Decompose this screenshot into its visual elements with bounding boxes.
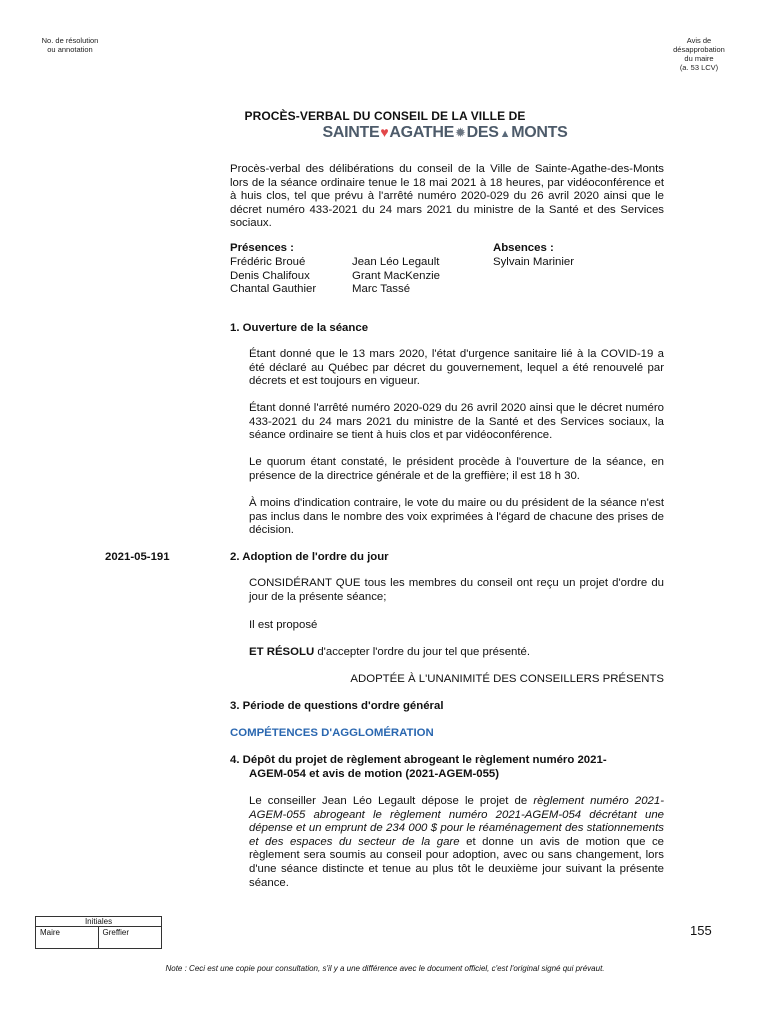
section-4-text-end: et donne un avis de motion que ce règlement sera soumis au conseil pour adoption, avec ou sans changement, lors d'une séance distincte et tenue au plus tôt le deuxième jour suivant la présente séance. [249, 835, 664, 889]
agglomeration-heading: COMPÉTENCES D'AGGLOMÉRATION [230, 727, 434, 739]
presences-column-1 [230, 256, 316, 297]
section-2-heading: 2. Adoption de l'ordre du jour [230, 551, 389, 563]
bylaw-title: règlement numéro 2021-AGEM-055 abrogeant le règlement numéro 2021-AGEM-054 décrétant une dépense et un emprunt de 234 000 $ pour le réaménagement des stationnements et des espaces du secteur de la gare [249, 795, 664, 848]
resolved-text: d'accepter l'ordre du jour tel que présenté. [314, 646, 531, 658]
initials-box [35, 916, 162, 949]
absences-label: Absences : [493, 242, 554, 254]
section-3-heading: 3. Période de questions d'ordre général [230, 700, 444, 712]
disapproval-margin-label: Avis de désapprobation du maire (a. 53 LCV) [673, 36, 725, 72]
logo-text-sainte: SAINTE [322, 124, 380, 141]
logo-text-agathe: AGATHE [389, 124, 454, 141]
attendee-name: Marc Tassé [352, 283, 411, 296]
section-1-paragraph-2: Étant donné l'arrêté numéro 2020-029 du 26 avril 2020 ainsi que le décret numéro 433-2021 du 24 mars 2021 du ministre de la Santé et des Services sociaux, la séance ordinaire se tient à huis clos et par vidéoconférence. [249, 402, 664, 442]
presences-column-2 [352, 256, 440, 297]
initials-label: Initiales [84, 917, 113, 926]
section-2-adopted: ADOPTÉE À L'UNANIMITÉ DES CONSEILLERS PRÉSENTS [350, 673, 664, 685]
section-1-heading: 1. Ouverture de la séance [230, 322, 369, 334]
resolved-keyword: ET RÉSOLU [249, 646, 315, 658]
gear-icon: ✹ [455, 125, 466, 140]
section-4-paragraph [249, 795, 664, 890]
heart-icon: ♥ [380, 124, 389, 140]
resolution-number: 2021-05-191 [105, 551, 170, 563]
attendee-name: Jean Léo Legault [352, 256, 440, 268]
absent-name: Sylvain Marinier [493, 256, 575, 268]
footer-note: Note : Ceci est une copie pour consultation, s'il y a une différence avec le document officiel, c'est l'original signé qui prévaut. [165, 964, 605, 973]
page-number: 155 [690, 923, 712, 938]
section-1-paragraph-3: Le quorum étant constaté, le président procède à l'ouverture de la séance, en présence de la directrice générale et de la greffière; il est 18 h 30. [249, 456, 664, 482]
attendee-name: Frédéric Broué [230, 256, 306, 268]
logo-text-monts: MONTS [511, 124, 568, 141]
attendee-name: Chantal Gauthier [230, 283, 317, 296]
greffier-signature-cell: Greffier [99, 926, 162, 948]
presences-label: Présences : [230, 242, 294, 254]
section-2-resolved [249, 646, 664, 660]
attendee-name: Denis Chalifoux [230, 269, 310, 282]
attendee-name: Grant MacKenzie [352, 269, 440, 282]
document-title: PROCÈS-VERBAL DU CONSEIL DE LA VILLE DE [244, 109, 526, 123]
resolution-margin-label: No. de résolution ou annotation [41, 36, 99, 54]
section-1-paragraph-4: À moins d'indication contraire, le vote du maire ou du président de la séance n'est pas inclus dans le nombre des voix exprimées à l'égard de chacune des prises de décision. [249, 497, 664, 537]
section-2-proposed: Il est proposé [249, 619, 318, 631]
section-1-paragraph-1: Étant donné que le 13 mars 2020, l'état d'urgence sanitaire lié à la COVID-19 a été déclaré au Québec par décret du gouvernement, lequel a été renouvelé par décrets et est toujours en vigueur. [249, 348, 664, 388]
section-4-heading [230, 754, 664, 781]
section-4-heading-line-1: 4. Dépôt du projet de règlement abrogeant le règlement numéro 2021- [230, 754, 607, 766]
mountain-icon: ▲ [499, 128, 511, 140]
logo-text-des: DES [466, 124, 499, 141]
intro-paragraph: Procès-verbal des délibérations du conseil de la Ville de Sainte-Agathe-des-Monts lors de la séance ordinaire tenue le 18 mai 2021 à 18 heures, par vidéoconférence et à huis clos, tel que prévu à l'arrêté numéro 2020-029 du 26 avril 2020 ainsi que le décret numéro 433-2021 du 24 mars 2021 du ministre de la Santé et des Services sociaux. [230, 163, 664, 230]
maire-signature-cell: Maire [36, 926, 99, 948]
city-logo [0, 124, 770, 142]
section-4-heading-line-2: AGEM-054 et avis de motion (2021-AGEM-055) [249, 767, 500, 780]
section-2-considering: CONSIDÉRANT QUE tous les membres du conseil ont reçu un projet d'ordre du jour de la présente séance; [249, 577, 664, 603]
section-4-text-start: Le conseiller Jean Léo Legault dépose le projet de [249, 795, 534, 807]
